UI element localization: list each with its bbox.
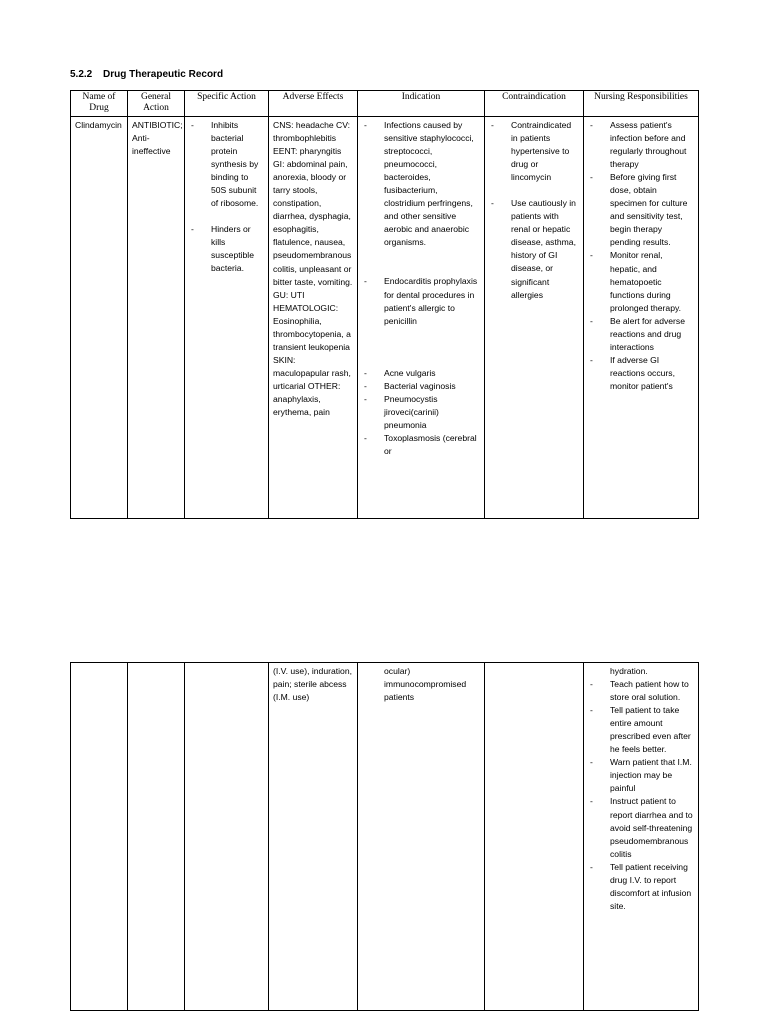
cell-drug-name: Clindamycin	[71, 117, 128, 519]
list-item: - Monitor renal, hepatic, and hematopoetic functions during prolonged therapy.	[588, 249, 694, 314]
cell-indication: ocular) immunocompromised patients	[358, 663, 485, 1011]
cell-specific-action	[185, 663, 269, 1011]
header-row	[71, 91, 699, 117]
list-item: - Hinders or kills susceptible bacteria.	[189, 223, 264, 275]
drug-record-table-page-1	[70, 90, 699, 519]
header-nursing-responsibilities: Nursing Responsibilities	[584, 91, 699, 117]
list-item: - Before giving first dose, obtain specimen for culture and sensitivity test, begin therapy pending results.	[588, 171, 694, 249]
list-item: - Endocarditis prophylaxis for dental procedures in patient's allergic to penicillin	[362, 275, 480, 327]
header-name-of-drug: Name of Drug	[71, 91, 128, 117]
list-item: - If adverse GI reactions occurs, monitor patient's	[588, 354, 694, 393]
list-item: - Be alert for adverse reactions and drug interactions	[588, 315, 694, 354]
header-indication: Indication	[358, 91, 485, 117]
header-specific-action: Specific Action	[185, 91, 269, 117]
list-item: - Acne vulgaris	[362, 367, 480, 380]
list-item: - Teach patient how to store oral solution.	[588, 678, 694, 704]
cell-specific-action	[185, 117, 269, 519]
cell-indication	[358, 117, 485, 519]
section-title: Drug Therapeutic Record	[103, 69, 224, 80]
cell-contraindication	[485, 117, 584, 519]
list-item: - Assess patient's infection before and regularly throughout therapy	[588, 119, 694, 171]
cell-general-action	[128, 663, 185, 1011]
header-contraindication: Contraindication	[485, 91, 584, 117]
list-item: - Inhibits bacterial protein synthesis by binding to 50S subunit of ribosome.	[189, 119, 264, 210]
list-item: - Bacterial vaginosis	[362, 380, 480, 393]
list-item: - Tell patient receiving drug I.V. to report discomfort at infusion site.	[588, 861, 694, 913]
cell-nursing-responsibilities	[584, 663, 699, 1011]
list-item: - Toxoplasmosis (cerebral or	[362, 432, 480, 458]
header-adverse-effects: Adverse Effects	[269, 91, 358, 117]
list-item-continued: hydration.	[610, 666, 648, 676]
section-number: 5.2.2	[70, 69, 93, 80]
cell-nursing-responsibilities	[584, 117, 699, 519]
cell-drug-name	[71, 663, 128, 1011]
list-item: - Instruct patient to report diarrhea and to avoid self-threatening pseudomembranous colitis	[588, 795, 694, 860]
drug-record-table-page-2	[70, 662, 699, 1011]
section-heading	[70, 69, 223, 80]
table-row	[71, 663, 699, 1011]
cell-adverse-effects: CNS: headache CV: thrombophlebitis EENT: pharyngitis GI: abdominal pain, anorexia, bloody or tarry stools, constipation, diarrhea, dysphagia, esophagitis, flatulence, nausea, pseudomembranous colitis, unpleasant or bitter taste, vomiting. GU: UTI HEMATOLOGIC: Eosinophilia, thrombocytopenia, a transient leukopenia SKIN: maculopapular rash, urticarial OTHER: anaphylaxis, erythema, pain	[269, 117, 358, 519]
list-item: - Tell patient to take entire amount prescribed even after he feels better.	[588, 704, 694, 756]
list-item: - Warn patient that I.M. injection may be painful	[588, 756, 694, 795]
list-item: - Contraindicated in patients hypertensive to drug or lincomycin	[489, 119, 579, 184]
cell-adverse-effects: (I.V. use), induration, pain; sterile abcess (I.M. use)	[269, 663, 358, 1011]
header-general-action: General Action	[128, 91, 185, 117]
list-item: - Use cautiously in patients with renal or hepatic disease, asthma, history of GI disease, or significant allergies	[489, 197, 579, 301]
cell-general-action: ANTIBIOTIC; Anti-ineffective	[128, 117, 185, 519]
list-item: - Pneumocystis jiroveci(carinii) pneumonia	[362, 393, 480, 432]
cell-contraindication	[485, 663, 584, 1011]
table-row	[71, 117, 699, 519]
list-item: - Infections caused by sensitive staphylococci, streptococci, pneumococci, bacteroides, fusibacterium, clostridium perfringens, and other sensitive aerobic and anaerobic organisms.	[362, 119, 480, 249]
